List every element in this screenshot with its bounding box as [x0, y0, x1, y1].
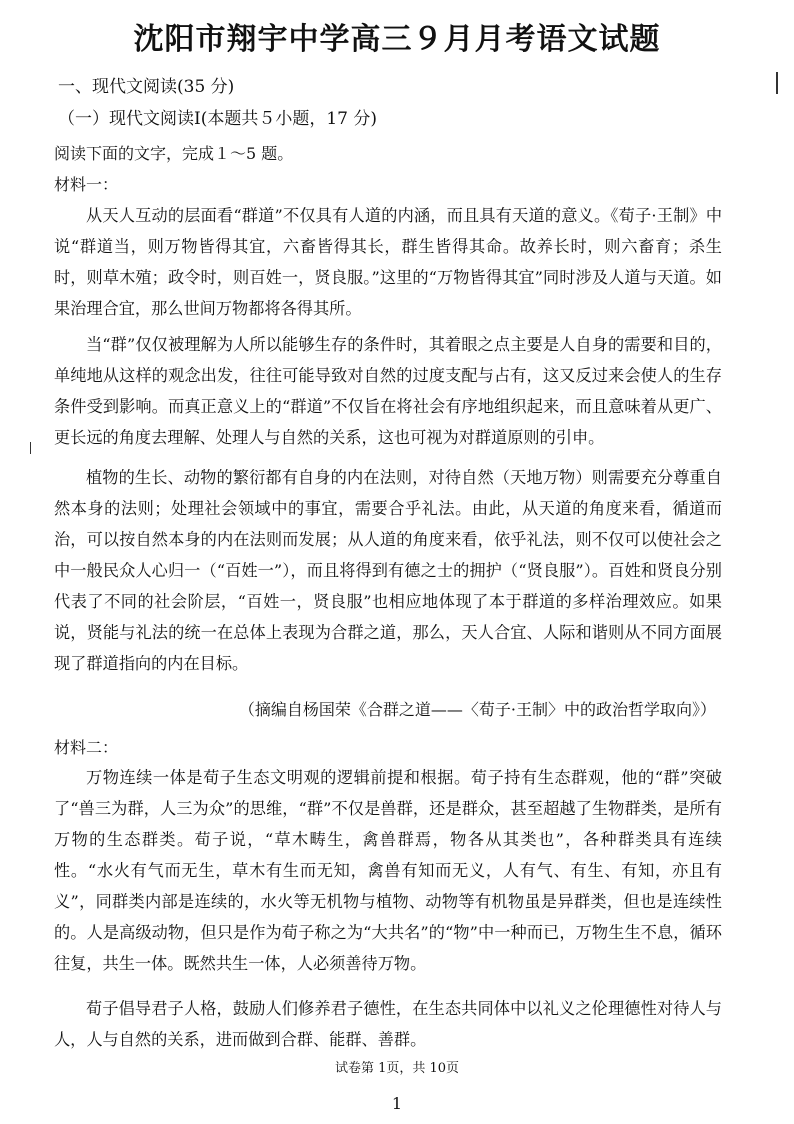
page-footer: 试卷第 1页，共 10页 [334, 1061, 460, 1076]
material1-paragraph-2: 当“群”仅仅被理解为人所以能够生存的条件时，其着眼之点主要是人自身的需要和目的，单纯地从这样的观念出发，往往可能导致对自然的过度支配与占有，这又反过来会使人的生存条件受到影响。而真正意义上的“群道”不仅旨在将社会有序地组织起来，而且意味着从更广、更长远的角度去理解、处理人与自然的关系，这也可视为对群道原则的引申。 [54, 335, 722, 447]
material1-label: 材料一： [54, 175, 119, 194]
scan-mark [776, 72, 778, 94]
subsection-heading: （一）现代文阅读Ⅰ(本题共５小题，17 分) [58, 109, 378, 129]
material1-source: （摘编自杨国荣《合群之道——〈荀子·王制〉中的政治哲学取向》） [238, 700, 716, 719]
material2-paragraph-2: 荀子倡导君子人格，鼓励人们修养君子德性，在生态共同体中以礼义之伦理德性对待人与人，人与自然的关系，进而做到合群、能群、善群。 [54, 999, 722, 1049]
scan-mark [30, 442, 31, 454]
material2-paragraph-1: 万物连续一体是荀子生态文明观的逻辑前提和根据。荀子持有生态群观，他的“群”突破了“兽三为群，人三为众”的思维，“群”不仅是兽群，还是群众，甚至超越了生物群类，是所有万物的生态群类。荀子说，“草木畴生，禽兽群焉，物各从其类也”，各种群类具有连续性。“水火有气而无生，草木有生而无知，禽兽有知而无义，人有气、有生、有知，亦且有义”，同群类内部是连续的，水火等无机物与植物、动物等有机物虽是异群类，但也是连续性的。人是高级动物，但只是作为荀子称之为“大共名”的“物”中一种而已，万物生生不息，循环往复，共生一体。既然共生一体，人必须善待万物。 [54, 768, 722, 973]
material1-paragraph-3: 植物的生长、动物的繁衍都有自身的内在法则，对待自然（天地万物）则需要充分尊重自然本身的法则；处理社会领域中的事宜，需要合乎礼法。由此，从天道的角度来看，循道而治，可以按自然本身的内在法则而发展；从人道的角度来看，依乎礼法，则不仅可以使社会之中一般民众人心归一（“百姓一”），而且将得到有德之士的拥护（“贤良服”）。百姓和贤良分别代表了不同的社会阶层，“百姓一，贤良服”也相应地体现了本于群道的多样治理效应。如果说，贤能与礼法的统一在总体上表现为合群之道，那么，天人合宜、人际和谐则从不同方面展现了群道指向的内在目标。 [54, 468, 722, 673]
material2-label: 材料二： [54, 738, 119, 757]
page-number: 1 [391, 1094, 403, 1113]
section-heading: 一、现代文阅读(35 分) [58, 77, 235, 97]
material1-paragraph-1: 从天人互动的层面看“群道”不仅具有人道的内涵，而且具有天道的意义。《荀子·王制》中说“群道当，则万物皆得其宜，六畜皆得其长，群生皆得其命。故养长时，则六畜育；杀生时，则草木殖；政令时，则百姓一，贤良服。”这里的“万物皆得其宜”同时涉及人道与天道。如果治理合宜，那么世间万物都将各得其所。 [54, 206, 722, 318]
page-title: 沈阳市翔宇中学高三９月月考语文试题 [133, 22, 661, 57]
instruction-text: 阅读下面的文字，完成１～5 题。 [54, 144, 294, 163]
